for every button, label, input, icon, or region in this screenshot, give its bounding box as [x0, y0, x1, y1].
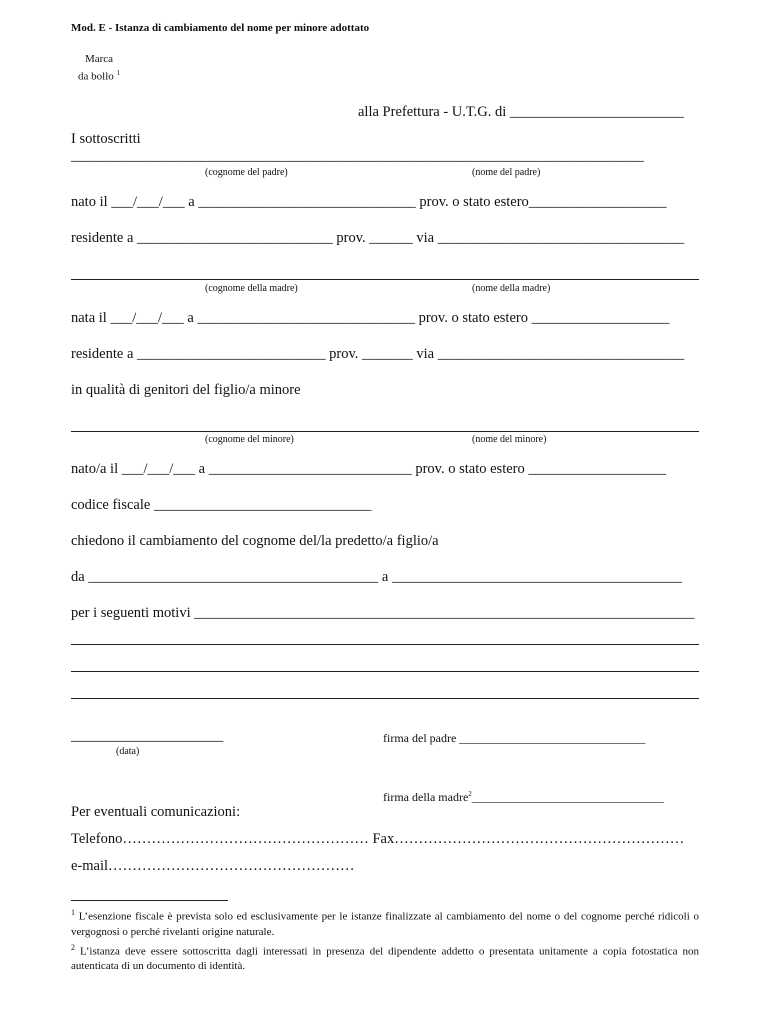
stamp-label-2: da bollo [78, 70, 114, 83]
mother-name-line[interactable] [71, 279, 699, 280]
footnote-1-text: L’esenzione fiscale è prevista solo ed esclusivamente per le istanze finalizzate al cambiamento del nome o del cognome perché ridicoli o vergognosi o perché rivelanti origine naturale. [71, 910, 700, 938]
minor-name-line[interactable] [71, 431, 699, 432]
father-signature-line[interactable]: firma del padre _______________________________ [383, 731, 646, 745]
date-line[interactable]: _____________________ [71, 728, 224, 744]
footnotes [71, 905, 699, 974]
intro-text: I sottoscritti [71, 131, 141, 147]
footnote-2-text: L’istanza deve essere sottoscritta dagli interessati in presenza del dipendente addetto o presentata unitamente a copia fotostatica non autenticata di un documento di identità. [71, 945, 699, 973]
footnote-separator [71, 900, 228, 901]
reasons-extra-line-2[interactable] [71, 671, 699, 672]
footnote-1-mark: 1 [71, 908, 75, 917]
footnote-2 [71, 940, 699, 975]
father-surname-caption: (cognome del padre) [205, 167, 288, 178]
reasons-extra-line-1[interactable] [71, 644, 699, 645]
mother-signature-blank[interactable]: ________________________________ [471, 790, 664, 804]
father-residence-line[interactable]: residente a ___________________________ prov. ______ via __________________________________ [71, 230, 685, 246]
reasons-line[interactable]: per i seguenti motivi _____________________________________________________________________ [71, 605, 695, 621]
mother-signature-line[interactable] [383, 790, 664, 805]
reasons-extra-line-3[interactable] [71, 698, 699, 699]
minor-tax-code-line[interactable]: codice fiscale ______________________________ [71, 497, 372, 513]
from-to-line[interactable]: da ________________________________________ a ________________________________________ [71, 569, 682, 585]
date-caption: (data) [116, 746, 140, 757]
mother-signature-footnote-mark: 2 [468, 790, 472, 798]
parents-role-text: in qualità di genitori del figlio/a minore [71, 382, 301, 398]
footnote-2-mark: 2 [71, 942, 75, 952]
stamp-label-1: Marca [84, 53, 114, 65]
stamp-box [78, 52, 120, 84]
mother-signature-label: firma della madre [383, 790, 469, 804]
father-name-line[interactable]: _______________________________________________________________________________ [71, 148, 644, 164]
father-birth-line[interactable]: nato il ___/___/___ a ______________________________ prov. o stato estero___________________ [71, 194, 667, 210]
footnote-1 [71, 905, 699, 940]
mother-surname-caption: (cognome della madre) [205, 283, 298, 294]
mother-residence-line[interactable]: residente a __________________________ prov. _______ via __________________________________ [71, 346, 685, 362]
addressee-line[interactable]: alla Prefettura - U.T.G. di ________________________ [358, 104, 684, 120]
stamp-footnote-mark: 1 [116, 69, 120, 77]
mother-name-caption: (nome della madre) [472, 283, 551, 294]
email-line[interactable]: e-mail…………………………………………… [71, 858, 355, 874]
minor-birth-line[interactable]: nato/a il ___/___/___ a ____________________________ prov. o stato estero ___________________ [71, 461, 667, 477]
minor-name-caption: (nome del minore) [472, 434, 547, 445]
minor-surname-caption: (cognome del minore) [205, 434, 294, 445]
contacts-heading: Per eventuali comunicazioni: [71, 804, 241, 820]
father-name-caption: (nome del padre) [472, 167, 541, 178]
request-text: chiedono il cambiamento del cognome del/la predetto/a figlio/a [71, 533, 439, 549]
form-title: Mod. E - Istanza di cambiamento del nome per minore adottato [71, 22, 370, 34]
mother-birth-line[interactable]: nata il ___/___/___ a ______________________________ prov. o stato estero ___________________ [71, 310, 670, 326]
phone-fax-line[interactable]: Telefono…………………………………………… Fax…………………………………………………… [71, 831, 685, 847]
